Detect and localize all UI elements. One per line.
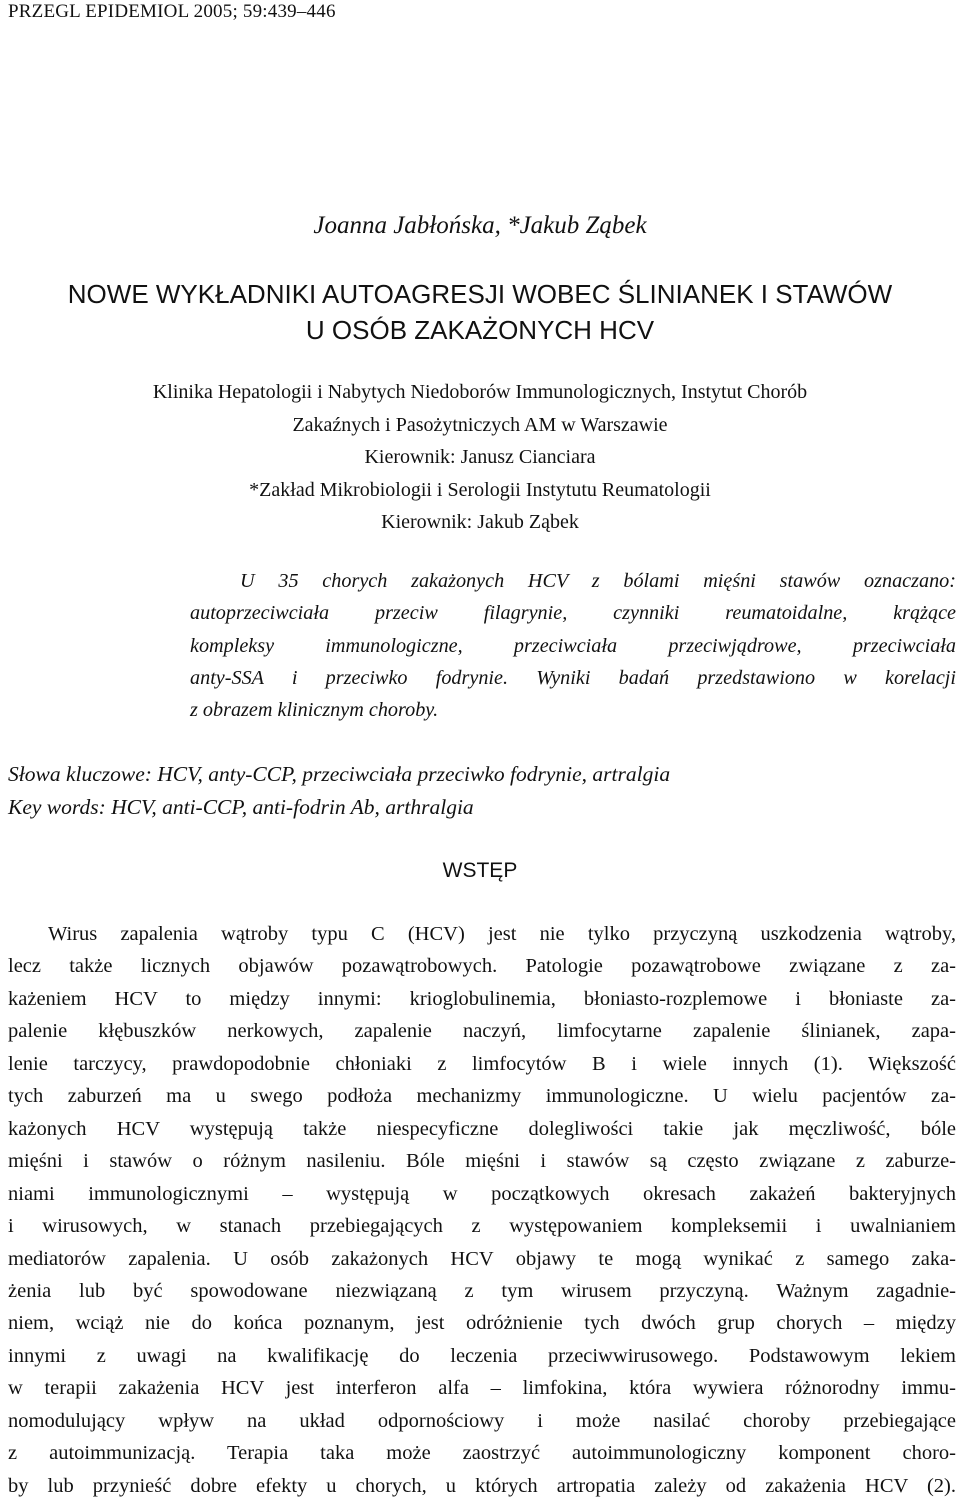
body-line: z autoimmunizacją. Terapia taka może zaostrzyć autoimmunologiczny komponent choro- <box>8 1442 956 1465</box>
abstract-line: z obrazem klinicznym choroby. <box>190 699 439 722</box>
body-line: żenia lub być spowodowane niezwiązaną z tym wirusem przyczyną. Ważnym zagadnie- <box>8 1279 956 1302</box>
affiliation-line: Kierownik: Jakub Ząbek <box>381 511 579 533</box>
body-line: i wirusowych, w stanach przebiegających z występowaniem kompleksemii i uwalnianiem <box>8 1215 956 1238</box>
abstract <box>190 565 956 726</box>
body-line: mediatorów zapalenia. U osób zakażonych HCV objawy te mogą wynikać z samego zaka- <box>8 1247 956 1270</box>
body-line: tych zaburzeń ma u swego podłoża mechanizmy immunologiczne. U wielu pacjentów za- <box>8 1085 956 1108</box>
affiliation-line: Klinika Hepatologii i Nabytych Niedoborów Immunologicznych, Instytut Chorób <box>152 381 808 403</box>
title-line: U OSÓB ZAKAŻONYCH HCV <box>305 315 655 345</box>
section-heading: WSTĘP <box>442 859 518 882</box>
title-line: NOWE WYKŁADNIKI AUTOAGRESJI WOBEC ŚLINIANEK I STAWÓW <box>67 279 893 309</box>
body-line: lenie tarczycy, prawdopodobnie chłoniaki z limfocytów B i wiele innych (1). Większość <box>8 1052 956 1075</box>
body-line: by lub przynieść dobre efekty u chorych, u których artropatia zależy od zakażenia HCV (2). <box>8 1474 956 1497</box>
abstract-line: kompleksy immunologiczne, przeciwciała przeciwjądrowe, przeciwciała <box>190 634 956 657</box>
affiliation-line: Zakaźnych i Pasożytniczych AM w Warszawie <box>292 413 668 436</box>
body-line: innymi z uwagi na kwalifikację do leczenia przeciwwirusowego. Podstawowym lekiem <box>8 1344 956 1367</box>
authors: Joanna Jabłońska, *Jakub Ząbek <box>313 212 647 239</box>
body-line: niem, wciąż nie do końca poznanym, jest odróżnienie tych dwóch grup chorych – między <box>8 1312 956 1335</box>
body-line: każonych HCV występują także niespecyficzne dolegliwości takie jak męczliwość, bóle <box>8 1117 956 1140</box>
abstract-line: anty-SSA i przeciwko fodrynie. Wyniki badań przedstawiono w korelacji <box>190 666 956 689</box>
affiliation <box>0 376 960 539</box>
keywords-polish: Słowa kluczowe: HCV, anty-CCP, przeciwciała przeciwko fodrynie, artralgia <box>8 762 671 786</box>
body-line: Wirus zapalenia wątroby typu C (HCV) jest nie tylko przyczyną uszkodzenia wątroby, <box>48 923 956 945</box>
affiliation-line: *Zakład Mikrobiologii i Serologii Instytutu Reumatologii <box>249 478 711 501</box>
body-line: niami immunologicznymi – występują w początkowych okresach zakażeń bakteryjnych <box>8 1182 956 1205</box>
article-title <box>0 276 960 348</box>
abstract-line: autoprzeciwciała przeciw filagrynie, czynniki reumatoidalne, krążące <box>190 602 956 625</box>
body-line: każeniem HCV to między innymi: krioglobulinemia, błoniasto-rozplemowe i błoniaste za- <box>8 987 956 1010</box>
body-line: w terapii zakażenia HCV jest interferon alfa – limfokina, która wywiera różnorodny immu- <box>8 1377 956 1400</box>
body-line: palenie kłębuszków nerkowych, zapalenie naczyń, limfocytarne zapalenie ślinianek, zapa- <box>8 1020 956 1043</box>
body-line: mięśni i stawów o różnym nasileniu. Bóle mięśni i stawów są często związane z zaburze- <box>8 1150 956 1173</box>
body-line: lecz także licznych objawów pozawątrobowych. Patologie pozawątrobowe związane z za- <box>8 955 956 978</box>
running-head: PRZEGL EPIDEMIOL 2005; 59:439–446 <box>8 1 336 22</box>
abstract-line: U 35 chorych zakażonych HCV z bólami mięśni stawów oznaczano: <box>240 570 956 592</box>
body-paragraph <box>8 918 956 1502</box>
keywords-english: Key words: HCV, anti-CCP, anti-fodrin Ab, arthralgia <box>8 795 474 819</box>
affiliation-line: Kierownik: Janusz Cianciara <box>364 446 596 468</box>
keywords <box>8 758 670 824</box>
body-line: nomodulujący wpływ na układ odpornościowy i może nasilać choroby przebiegające <box>8 1409 956 1432</box>
